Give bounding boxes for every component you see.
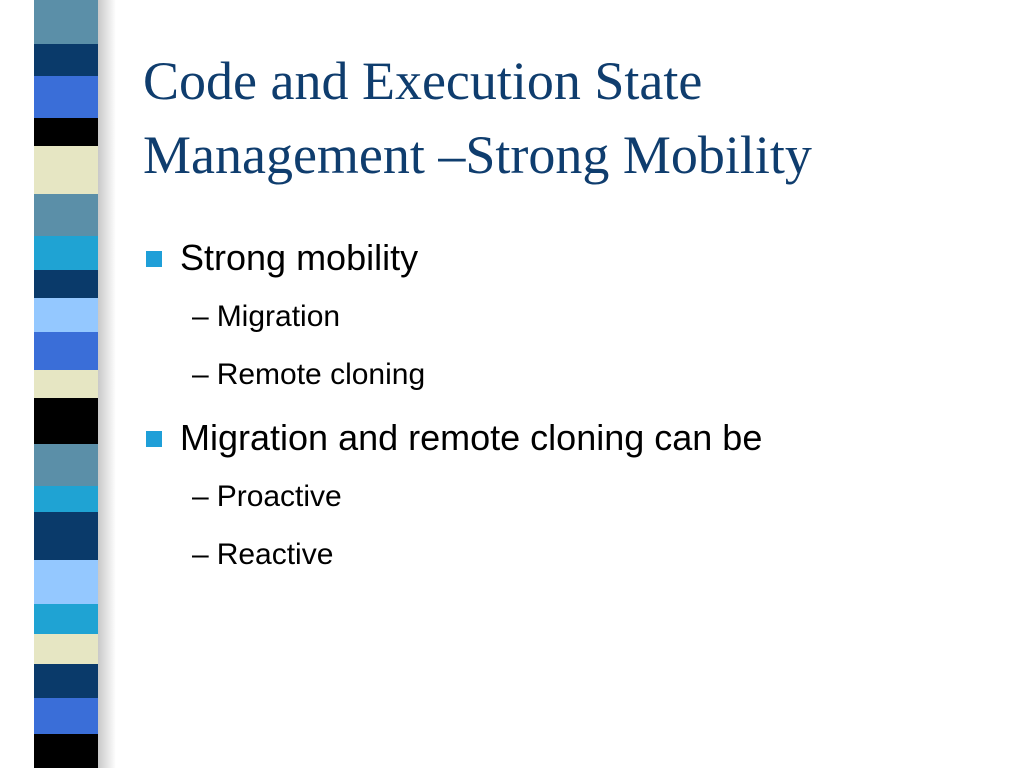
bullet-text: Strong mobility — [180, 237, 419, 278]
decorative-stripe — [34, 486, 98, 512]
decorative-stripe — [34, 298, 98, 332]
sub-bullet-text: Remote cloning — [216, 358, 426, 391]
decorative-stripe — [34, 146, 98, 194]
decorative-stripe — [34, 370, 98, 398]
decorative-stripe — [34, 734, 98, 768]
decorative-stripe — [34, 76, 98, 118]
sub-bullet-item — [140, 468, 1000, 526]
decorative-stripe — [34, 194, 98, 236]
square-bullet-icon — [146, 251, 162, 267]
decorative-stripe — [34, 444, 98, 486]
square-bullet-icon — [146, 431, 162, 447]
sub-bullet-item — [140, 346, 1000, 404]
decorative-stripe — [34, 18, 98, 44]
bullet-item — [140, 410, 1000, 466]
decorative-stripe — [34, 44, 98, 76]
bullet-list — [140, 230, 1000, 584]
decorative-stripe — [34, 118, 98, 146]
decorative-stripe — [34, 236, 98, 270]
decorative-stripe — [34, 398, 98, 444]
decorative-stripe-bar — [34, 0, 98, 768]
decorative-stripe — [34, 604, 98, 634]
title-line-2: Management –Strong Mobility — [143, 125, 812, 185]
decorative-stripe — [34, 698, 98, 734]
title-line-1: Code and Execution State — [143, 51, 703, 111]
dash-marker: – — [192, 300, 209, 333]
slide-title — [143, 44, 1003, 192]
sub-bullet-item — [140, 526, 1000, 584]
dash-marker: – — [192, 358, 209, 391]
dash-marker: – — [192, 480, 209, 513]
bullet-item — [140, 230, 1000, 286]
decorative-stripe — [34, 0, 98, 18]
decorative-stripe — [34, 512, 98, 560]
decorative-stripe — [34, 270, 98, 298]
sub-bullet-text: Reactive — [216, 538, 334, 571]
decorative-stripe — [34, 634, 98, 664]
decorative-stripe — [34, 664, 98, 698]
stripe-shadow — [98, 0, 116, 768]
decorative-stripe — [34, 332, 98, 370]
dash-marker: – — [192, 538, 209, 571]
decorative-stripe — [34, 560, 98, 604]
bullet-text: Migration and remote cloning can be — [180, 417, 763, 458]
sub-bullet-text: Proactive — [216, 480, 342, 513]
sub-bullet-text: Migration — [216, 300, 341, 333]
sub-bullet-item — [140, 288, 1000, 346]
